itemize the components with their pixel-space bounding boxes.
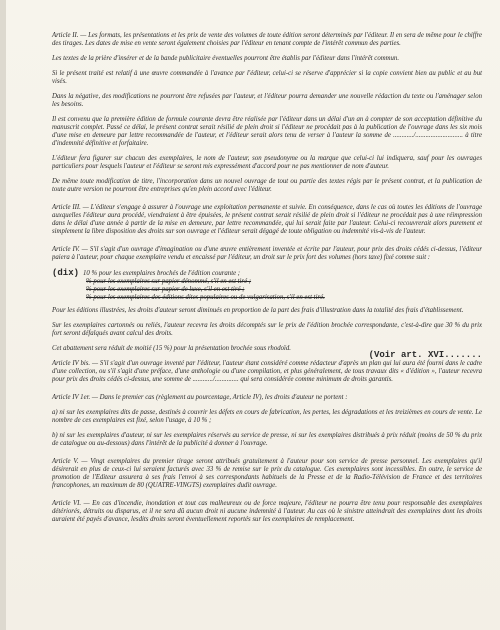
article-2-paragraph-1: Article II. — Les formats, les présentations et les prix de vente des volumes de toute édition seront déterminés par l'éditeur. Il en sera de même pour le chiffre des tirages. Les dates de mise en vente seront également choisies par l'éditeur en tenant compte de l'intérêt commun des parties. bbox=[52, 32, 482, 47]
article-4bis-paragraph: Article IV bis. — S'il s'agit d'un ouvrage inventé par l'éditeur, l'auteur étant considéré comme rédacteur d'après un plan qui lui aura été fourni dans le cadre d'une collection, ou s'il s'agit d'une préface, d'une anthologie ou d'une compilation, et plus généralement, de tous travaux dits « d'édition », l'auteur recevra pour prix des droits cédés ci-dessus, une somme de ............/.............. qui sera considérée comme minimum de droits garantis. bbox=[52, 360, 482, 383]
article-2-paragraph-5: Il est convenu que la première édition de formule courante devra être réalisée par l'éditeur dans un délai d'un an à compter de son acceptation définitive du manuscrit complet. Passé ce délai, le présent contrat serait résilié de plein droit si l'éditeur ne procédait pas à la publication de l'ouvrage dans les six mois d'une mise en demeure par lettre recommandée de l'auteur, et l'éditeur serait alors tenu de verser à l'auteur la somme de ............/............................ à titre d'indemnité définitive et forfaitaire. bbox=[52, 116, 482, 147]
article-2-paragraph-6: L'éditeur fera figurer sur chacun des exemplaires, le nom de l'auteur, son pseudonyme ou la marque que celui-ci lui indiquera, sauf pour les ouvrages particuliers pour lesquels l'auteur et l'éditeur se seront mis expressément d'accord pour ne pas mentionner de nom d'auteur. bbox=[52, 155, 482, 170]
article-2-paragraph-4: Dans la négative, des modifications ne pourront être refusées par l'auteur, et l'éditeur pourra demander une nouvelle rédaction du texte ou l'aménager selon les besoins. bbox=[52, 93, 482, 108]
typed-reference: (Voir art. XVI....... bbox=[368, 350, 482, 360]
typed-rate-word: (dix) bbox=[52, 268, 80, 278]
article-4-1-item-b: b) ni sur les exemplaires d'auteur, ni sur les exemplaires réservés au service de presse, ni sur les exemplaires distribués à prix réduit (moins de 50 % du prix de catalogue ou au-dessous) dans l'intérêt de la publicité à donner à l'ouvrage. bbox=[52, 432, 482, 447]
article-2-paragraph-2: Les textes de la prière d'insérer et de la bande publicitaire éventuelles pourront être établis par l'éditeur dans l'intérêt commun. bbox=[52, 55, 400, 62]
article-4-1-item-a: a) ni sur les exemplaires dits de passe, destinés à couvrir les défets en cours de fabrication, les pertes, les dégradations et les treizièmes en cours de vente. Le nombre de ces exemplaires est fixé, selon l'usage, à 10 % ; bbox=[52, 409, 482, 424]
article-2-paragraph-3: Si le présent traité est relatif à une œuvre commandée à l'avance par l'éditeur, celui-ci se réserve d'apprécier si la copie convient bien au public et au but visés. bbox=[52, 70, 482, 85]
article-4-1-paragraph: Article IV 1er. — Dans le premier cas (règlement au pourcentage, Article IV), les droits d'auteur ne portent : bbox=[52, 394, 348, 401]
royalty-line-b: % pour les exemplaires sur papier dénommé, s'il en est tiré ; bbox=[86, 278, 252, 285]
royalty-rate-line bbox=[52, 269, 482, 278]
article-3-paragraph-1: Article III. — L'éditeur s'engage à assurer à l'ouvrage une exploitation permanente et suivie. En conséquence, dans le cas où toutes les éditions de l'ouvrage auxquelles l'éditeur aura procédé, viendraient à être épuisées, le présent contrat serait résilié de plein droit si l'éditeur ne procédait pas à une réimpression dans le délai d'une année à partir de la mise en demeure, par lettre recommandée, qui lui serait faite par l'auteur. Celui-ci recouvrerait alors purement et simplement la libre disposition des droits sur son ouvrage et l'éditeur serait dégagé de toute obligation ou indemnité vis-à-vis de l'auteur. bbox=[52, 204, 482, 235]
article-5-paragraph: Article V. — Vingt exemplaires du premier tirage seront attribués gratuitement à l'auteur pour son service de presse personnel. Les exemplaires qu'il désirerait en plus de ceux-ci lui seraient facturés avec 33 % de remise sur le prix du catalogue. Ces exemplaires sont incessibles. En outre, le service de promotion de l'Editeur assurera à ses frais l'envoi à ses correspondants habituels de la Presse et de la Radio-Télévision de France et des territoires francophones, un maximum de 80 (QUATRE-VINGTS) exemplaires dudit ouvrage. bbox=[52, 458, 482, 489]
article-2-paragraph-7: De même toute modification de titre, l'incorporation dans un nouvel ouvrage de tout ou partie des textes régis par le présent contrat, et la publication de toute autre version ne pourront être entreprises qu'en plein accord avec l'éditeur. bbox=[52, 178, 482, 193]
article-4-paragraph-3: Sur les exemplaires cartonnés ou reliés, l'auteur recevra les droits décomptés sur le prix de l'édition brochée correspondante, c'est-à-dire que 30 % du prix fort seront défalqués avant calcul des droits. bbox=[52, 322, 482, 337]
article-4-paragraph-4: Cet abattement sera réduit de moitié (15 %) pour la présentation brochée sous rhodoïd. bbox=[52, 345, 291, 352]
royalty-line-c: % pour les exemplaires sur papier de luxe, s'il en est tiré ; bbox=[86, 286, 245, 293]
article-4-paragraph-2: Pour les éditions illustrées, les droits d'auteur seront diminués en proportion de la part des frais d'illustration dans la totalité des frais d'établissement. bbox=[52, 307, 464, 314]
royalty-line-a: 10 % pour les exemplaires brochés de l'édition courante ; bbox=[83, 270, 241, 277]
article-6-paragraph: Article VI. — En cas d'incendie, inondation et tout cas malheureux ou de force majeure, l'éditeur ne pourra être tenu pour responsable des exemplaires détériorés, détruits ou disparus, et il ne sera dû aucun droit ni aucune indemnité à l'auteur. Au cas où le sinistre atteindrait des exemplaires dont les droits auraient été payés d'avance, lesdits droits seront éventuellement reportés sur les exemplaires de remplacement. bbox=[52, 500, 482, 523]
article-4-paragraph-1: Article IV. — S'il s'agit d'un ouvrage d'imagination ou d'une œuvre entièrement inventée et écrite par l'auteur, pour prix des droits cédés ci-dessus, l'éditeur paiera à l'auteur, pour chaque exemplaire vendu et encaissé par l'éditeur, un droit sur le prix fort des volumes (hors taxe) fixé comme suit : bbox=[52, 246, 482, 261]
contract-text bbox=[52, 32, 482, 531]
page-edge-shadow bbox=[0, 0, 6, 630]
royalty-line-d: % pour les exemplaires des éditions dites populaires ou de vulgarisation, s'il en est tiré. bbox=[86, 294, 325, 301]
